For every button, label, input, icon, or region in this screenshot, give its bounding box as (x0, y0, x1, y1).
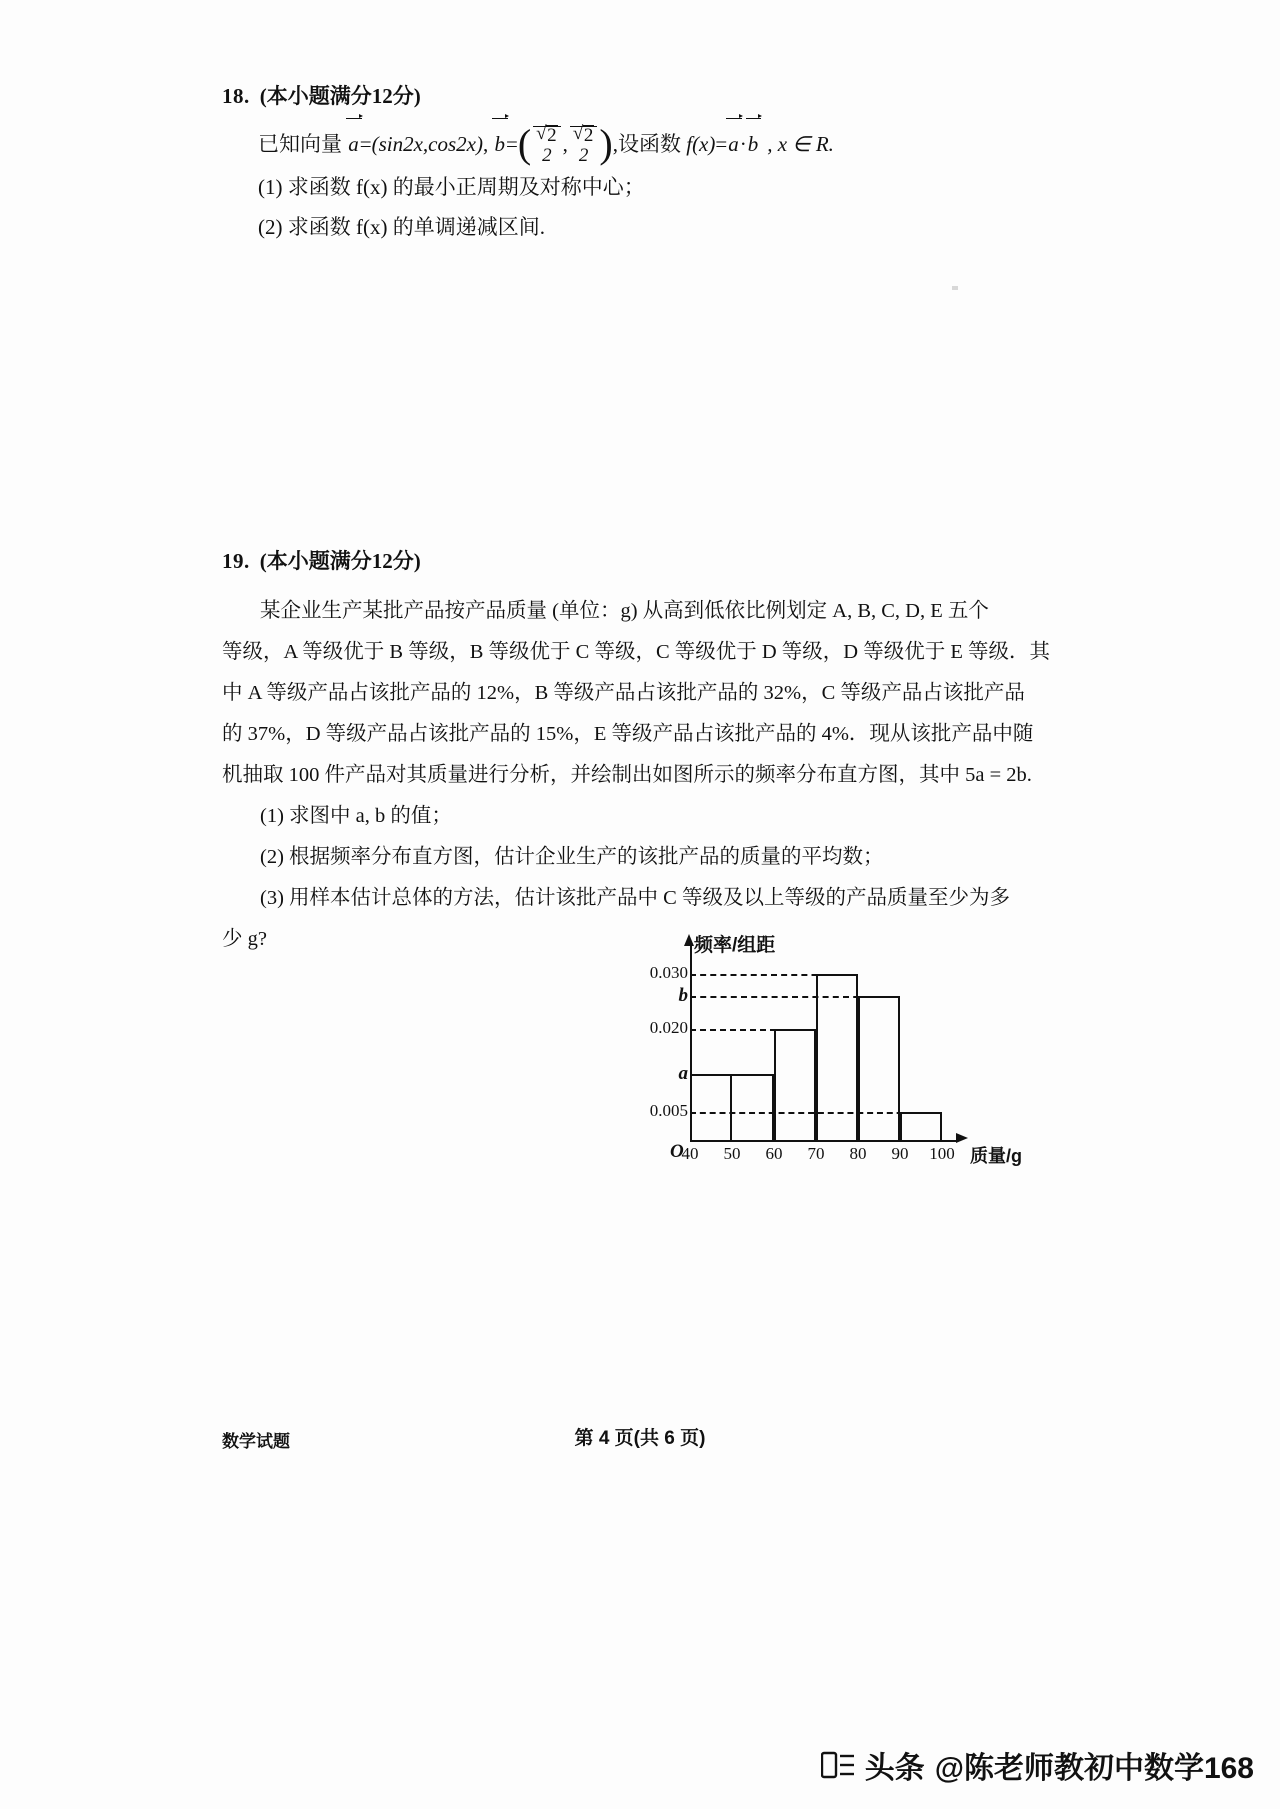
question-18-stem (222, 121, 1222, 167)
fraction-den-2: 2 (578, 144, 589, 166)
toutiao-logo-icon (821, 1750, 855, 1780)
question-19-title: (本小题满分12分) (259, 549, 421, 573)
fraction-sqrt2-over-2-first (533, 125, 561, 166)
equals-3: = (715, 132, 728, 156)
question-19 (222, 545, 1232, 960)
question-18-title: (本小题满分12分) (259, 84, 421, 108)
stem-prefix: 已知向量 (258, 132, 342, 156)
y-axis-tick-label: a (678, 1062, 688, 1084)
histogram-bar (816, 974, 858, 1140)
question-18 (222, 80, 1222, 247)
fraction-sqrt2-over-2-second (570, 125, 598, 166)
x-axis-title: 质量/g (970, 1146, 1022, 1166)
x-axis-tick-label: 90 (891, 1144, 909, 1163)
y-axis-tick-label: b (678, 985, 688, 1007)
watermark (821, 1743, 1254, 1787)
fraction-den-1: 2 (542, 144, 552, 166)
x-axis-line (690, 1140, 958, 1142)
sqrt-radicand-1: 2 (547, 124, 557, 146)
question-18-part-2: (2) 求函数 f(x) 的单调递减区间. (258, 214, 545, 239)
y-axis-arrow-icon (684, 934, 694, 946)
x-axis-tick-label: 80 (849, 1144, 867, 1163)
question-18-part-1: (1) 求函数 f(x) 的最小正周期及对称中心； (258, 174, 645, 199)
question-19-stem (222, 591, 1232, 796)
question-19-header (222, 545, 1232, 575)
paren-close: ) (599, 121, 613, 166)
question-19-part-2: (2) 根据频率分布直方图，估计企业生产的该批产品的质量的平均数； (260, 846, 884, 868)
question-19-part-1: (1) 求图中 a, b 的值； (260, 805, 452, 827)
question-19-part-3-tail: 少 g? (222, 928, 267, 950)
origin-label: O (670, 1141, 684, 1162)
equals-1: = (359, 132, 372, 156)
footer-page-number: 第 4 页(共 6 页) (574, 1428, 706, 1449)
question-18-number: 18. (222, 84, 250, 108)
histogram-plot (650, 930, 1030, 1180)
stem-line-1: 某企业生产某批产品按产品质量 (单位：g) 从高到低依比例划定 A, B, C, D, E 五个 (260, 600, 989, 622)
stem-line-4: 的 37%，D 等级产品占该批产品的 15%，E 等级产品占该批产品的 4%．现从该批产品中随 (222, 723, 1034, 745)
watermark-prefix: 头条 (864, 1752, 925, 1785)
x-axis-tick-label: 100 (929, 1144, 955, 1163)
dot-operator: · (739, 132, 747, 156)
comma-2: , (562, 132, 568, 156)
stem-line-2: 等级，A 等级优于 B 等级，B 等级优于 C 等级，C 等级优于 D 等级，D 等级优于 E 等级．其 (222, 641, 1050, 663)
sqrt-radicand-2: 2 (583, 124, 594, 146)
equals-2: = (505, 132, 518, 156)
scan-speck (952, 286, 958, 290)
dot-vector-a: a (727, 124, 740, 164)
question-19-part-3: (3) 用样本估计总体的方法，估计该批产品中 C 等级及以上等级的产品质量至少为多 (260, 887, 1010, 909)
footer-subject: 数学试题 (222, 1432, 290, 1451)
y-axis-title: 频率/组距 (694, 935, 776, 956)
y-axis-tick-label: 0.005 (649, 1101, 688, 1121)
watermark-handle: @陈老师教初中数学168 (934, 1752, 1254, 1785)
vector-a-value: (sin2x,cos2x) (371, 132, 483, 156)
x-axis-tick-label: 50 (723, 1144, 741, 1163)
frequency-histogram (650, 930, 1030, 1180)
stem-tail: ,设函数 (612, 132, 681, 156)
comma-1: , (482, 132, 489, 156)
y-axis-tick-label: 0.030 (649, 963, 688, 983)
dot-vector-b: b (747, 124, 760, 164)
paren-open: ( (517, 121, 532, 166)
x-axis-tick-label: 40 (681, 1144, 699, 1163)
domain-statement: , x ∈ R. (767, 132, 834, 156)
stem-line-5: 机抽取 100 件产品对其质量进行分析，并绘制出如图所示的频率分布直方图，其中 5a = 2b. (222, 764, 1032, 786)
histogram-bar (732, 1074, 774, 1140)
vector-b-symbol: b (493, 124, 506, 164)
x-axis-arrow-icon (956, 1133, 968, 1143)
x-axis-tick-label: 70 (807, 1144, 825, 1163)
question-18-header (222, 80, 1222, 110)
histogram-bar (858, 996, 900, 1140)
histogram-bar (774, 1029, 816, 1140)
stem-line-3: 中 A 等级产品占该批产品的 12%，B 等级产品占该批产品的 32%，C 等级产品占该批产品 (222, 682, 1025, 704)
function-fx: f(x) (686, 132, 716, 156)
x-axis-tick-label: 60 (765, 1144, 783, 1163)
vector-a-symbol: a (347, 124, 360, 164)
histogram-bar (900, 1112, 942, 1140)
y-axis-tick-label: 0.020 (649, 1018, 688, 1038)
histogram-bar (690, 1074, 732, 1140)
question-19-number: 19. (222, 549, 250, 573)
